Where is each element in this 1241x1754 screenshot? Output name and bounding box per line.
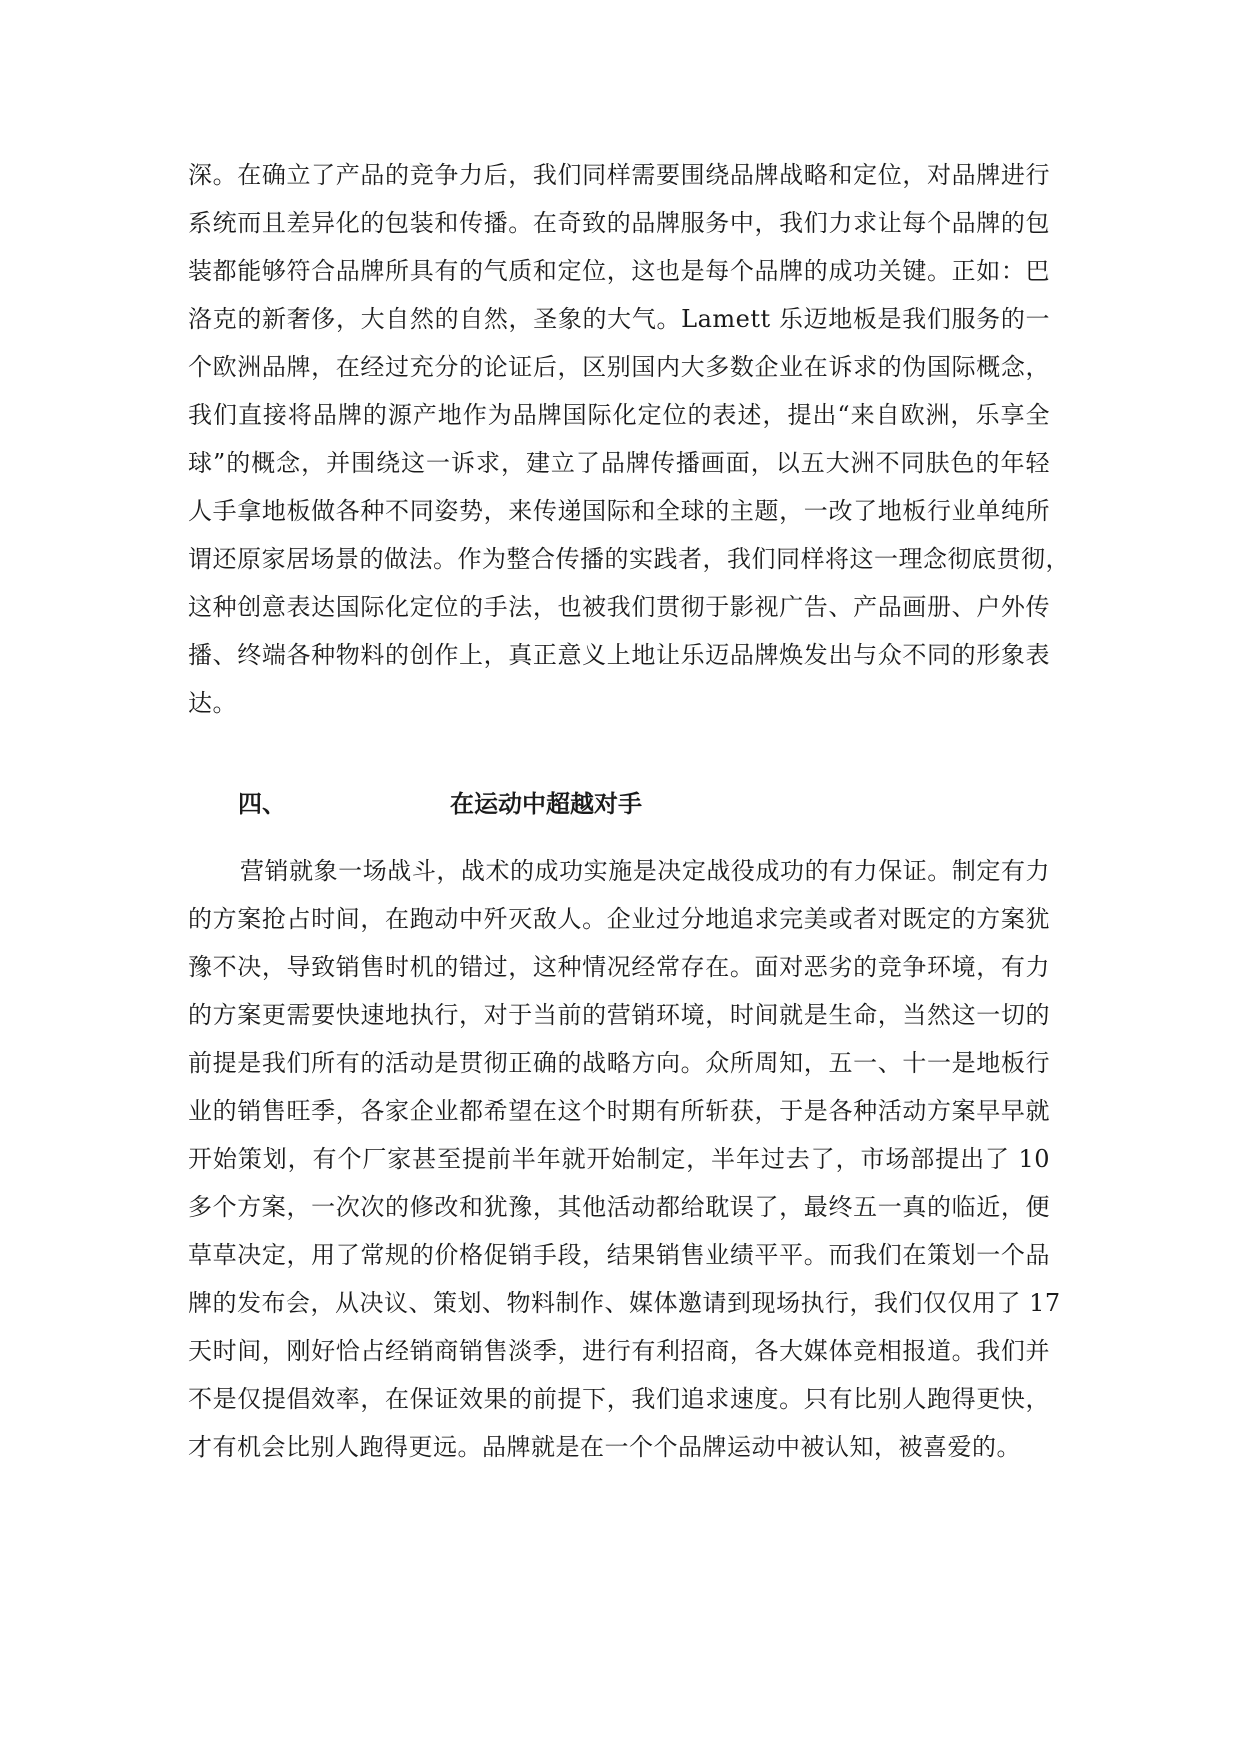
paragraph-line: 多个方案，一次次的修改和犹豫，其他活动都给耽误了，最终五一真的临近，便: [188, 1193, 1050, 1221]
paragraph-line: 这种创意表达国际化定位的手法，也被我们贯彻于影视广告、产品画册、户外传: [188, 593, 1050, 621]
paragraph-line: 天时间，刚好恰占经销商销售淡季，进行有利招商，各大媒体竞相报道。我们并: [188, 1337, 1050, 1365]
paragraph-line: 洛克的新奢侈，大自然的自然，圣象的大气。Lamett 乐迈地板是我们服务的一: [188, 305, 1050, 333]
paragraph-line: 达。: [188, 689, 237, 717]
paragraph-line: 播、终端各种物料的创作上，真正意义上地让乐迈品牌焕发出与众不同的形象表: [188, 641, 1050, 669]
section-number: 四、: [238, 789, 286, 818]
body-paragraph: [188, 847, 1061, 1471]
paragraph-line: 的方案抢占时间，在跑动中歼灭敌人。企业过分地追求完美或者对既定的方案犹: [188, 905, 1050, 933]
paragraph-line: 个欧洲品牌，在经过充分的论证后，区别国内大多数企业在诉求的伪国际概念，: [188, 353, 1050, 381]
paragraph-line: 草草决定，用了常规的价格促销手段，结果销售业绩平平。而我们在策划一个品: [188, 1241, 1050, 1269]
paragraph-line: 前提是我们所有的活动是贯彻正确的战略方向。众所周知，五一、十一是地板行: [188, 1049, 1050, 1077]
paragraph-line: 不是仅提倡效率，在保证效果的前提下，我们追求速度。只有比别人跑得更快，: [188, 1385, 1050, 1413]
paragraph-line: 的方案更需要快速地执行，对于当前的营销环境，时间就是生命，当然这一切的: [188, 1001, 1050, 1029]
paragraph-line: 豫不决，导致销售时机的错过，这种情况经常存在。面对恶劣的竞争环境，有力: [188, 953, 1050, 981]
paragraph-line: 球”的概念，并围绕这一诉求，建立了品牌传播画面，以五大洲不同肤色的年轻: [188, 449, 1050, 477]
paragraph-line: 业的销售旺季，各家企业都希望在这个时期有所斩获，于是各种活动方案早早就: [188, 1097, 1050, 1125]
paragraph-line: 开始策划，有个厂家甚至提前半年就开始制定，半年过去了，市场部提出了 10: [188, 1145, 1050, 1173]
section-title: 在运动中超越对手: [450, 789, 642, 818]
paragraph-line: 谓还原家居场景的做法。作为整合传播的实践者，我们同样将这一理念彻底贯彻，: [188, 545, 1070, 573]
body-paragraph: [188, 151, 1070, 727]
paragraph-line: 系统而且差异化的包装和传播。在奇致的品牌服务中，我们力求让每个品牌的包: [188, 209, 1050, 237]
paragraph-line: 牌的发布会，从决议、策划、物料制作、媒体邀请到现场执行，我们仅仅用了 17: [188, 1289, 1061, 1317]
paragraph-line: 我们直接将品牌的源产地作为品牌国际化定位的表述，提出“来自欧洲，乐享全: [188, 401, 1050, 429]
paragraph-line: 营销就象一场战斗，战术的成功实施是决定战役成功的有力保证。制定有力: [240, 857, 1050, 885]
paragraph-line: 装都能够符合品牌所具有的气质和定位，这也是每个品牌的成功关键。正如：巴: [188, 257, 1050, 285]
paragraph-line: 才有机会比别人跑得更远。品牌就是在一个个品牌运动中被认知，被喜爱的。: [188, 1433, 1021, 1461]
paragraph-line: 人手拿地板做各种不同姿势，来传递国际和全球的主题，一改了地板行业单纯所: [188, 497, 1050, 525]
paragraph-line: 深。在确立了产品的竞争力后，我们同样需要围绕品牌战略和定位，对品牌进行: [188, 161, 1050, 189]
